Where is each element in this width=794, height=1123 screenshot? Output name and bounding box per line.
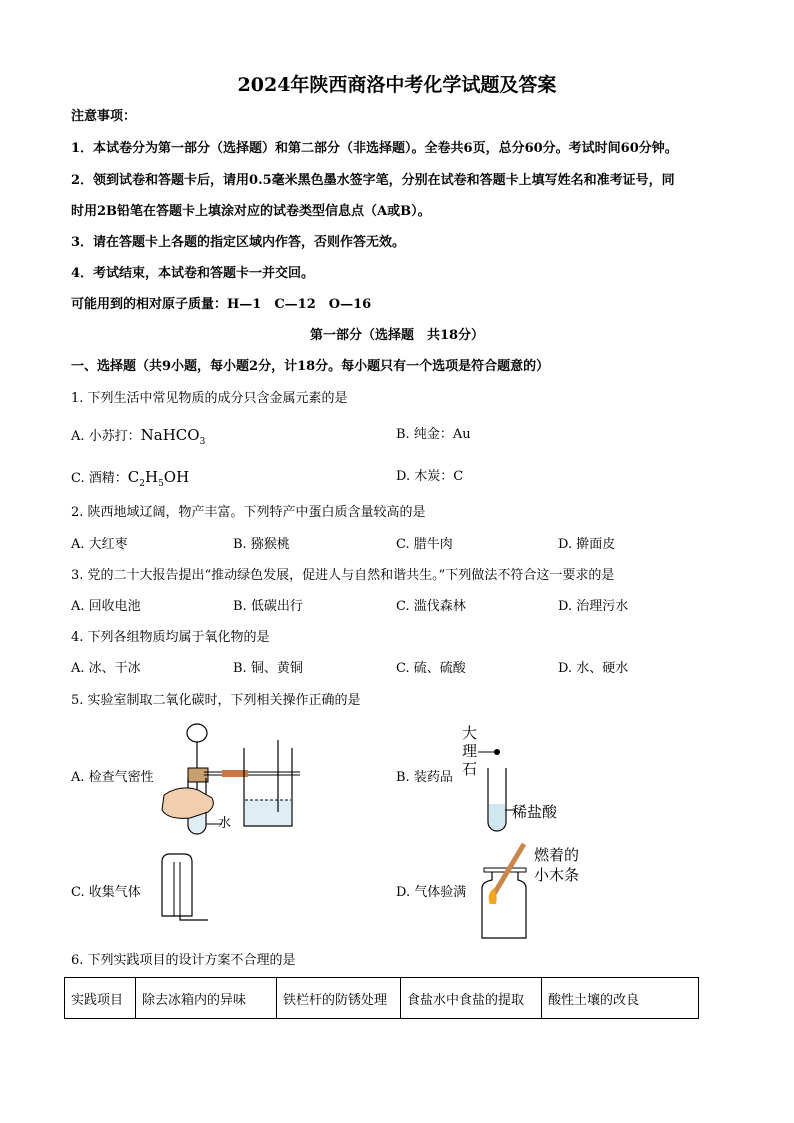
funnel-bulb (187, 724, 207, 742)
table-row (65, 978, 699, 1019)
stick-label-1: 燃着的 (534, 846, 580, 864)
table-cell: 铁栏杆的防锈处理 (277, 978, 401, 1019)
section1-heading: 一、选择题（共9小题，每小题2分，计18分。每小题只有一个选项是符合题意的） (71, 359, 550, 374)
table-cell: 除去冰箱内的异味 (136, 978, 277, 1019)
q2-option-a: A. 大红枣 (71, 537, 128, 552)
q1-option-d: D. 木炭：C (396, 469, 464, 484)
q3-option-a: A. 回收电池 (71, 599, 141, 614)
q1-option-a (71, 426, 205, 451)
q1-formula-c: $C_2H_5OH$ (127, 468, 190, 489)
marble-label-2: 理 (462, 742, 478, 760)
q1-option-a-label: A. 小苏打： (71, 429, 141, 444)
q1-option-b: B. 纯金：Au (396, 427, 471, 442)
water-label: 水 (218, 816, 232, 831)
gas-bottle (162, 854, 192, 916)
acid-label: 稀盐酸 (512, 803, 558, 821)
gas-collection-figure (150, 852, 210, 924)
q4-option-a: A. 冰、干冰 (71, 661, 141, 676)
q4-option-b: B. 铜、黄铜 (233, 661, 303, 676)
q5-option-a: A. 检查气密性 (71, 770, 154, 785)
atomic-mass-line: 可能用到的相对原子质量：H—1 C—12 O—16 (71, 297, 372, 312)
q4-stem: 4. 下列各组物质均属于氧化物的是 (71, 630, 270, 645)
table-cell: 实践项目 (65, 978, 136, 1019)
notice-item-2: 2．领到试卷和答题卡后，请用0.5毫米黑色墨水签字笔，分别在试卷和答题卡上填写姓名和准考证号，同 (71, 173, 675, 188)
notice-item-2-cont: 时用2B铅笔在答题卡上填涂对应的试卷类型信息点（A或B）。 (71, 204, 431, 219)
notice-item-3: 3．请在答题卡上各题的指定区域内作答，否则作答无效。 (71, 235, 406, 250)
q1-option-c (71, 468, 189, 493)
q5-option-d: D. 气体验满 (396, 885, 467, 900)
table-cell: 酸性土壤的改良 (542, 978, 699, 1019)
q6-stem: 6. 下列实践项目的设计方案不合理的是 (71, 953, 296, 968)
stick-label-2: 小木条 (534, 866, 580, 884)
notice-item-4: 4．考试结束，本试卷和答题卡一并交回。 (71, 266, 315, 281)
q2-option-c: C. 腊牛肉 (396, 537, 453, 552)
acid-liquid (489, 804, 505, 830)
page-title: 2024年陕西商洛中考化学试题及答案 (237, 74, 557, 96)
marble-label-1: 大 (462, 724, 478, 742)
q1-option-c-label: C. 酒精： (71, 471, 128, 486)
part1-heading: 第一部分（选择题 共18分） (309, 328, 485, 343)
q4-option-d: D. 水、硬水 (558, 661, 629, 676)
marble-label-3: 石 (462, 760, 478, 778)
q3-option-d: D. 治理污水 (558, 599, 629, 614)
q2-option-d: D. 擀面皮 (558, 537, 616, 552)
q3-option-c: C. 滥伐森林 (396, 599, 466, 614)
q2-stem: 2. 陕西地域辽阔，物产丰富。下列特产中蛋白质含量较高的是 (71, 505, 426, 520)
practice-table (64, 977, 699, 1019)
q4-option-c: C. 硫、硫酸 (396, 661, 466, 676)
marble-piece (494, 749, 500, 755)
notice-heading: 注意事项： (71, 109, 137, 124)
table-cell: 食盐水中食盐的提取 (401, 978, 542, 1019)
beaker-water (245, 800, 291, 825)
q2-option-b: B. 猕猴桃 (233, 537, 290, 552)
q5-option-c: C. 收集气体 (71, 885, 141, 900)
q3-stem: 3. 党的二十大报告提出“推动绿色发展，促进人与自然和谐共生。”下列做法不符合这一要求的是 (71, 568, 615, 583)
q5-option-b: B. 装药品 (396, 770, 453, 785)
beaker (238, 740, 298, 832)
inner-tube (174, 862, 180, 916)
q1-formula-a: NaHCO$_3$ (140, 426, 206, 447)
q5-stem: 5. 实验室制取二氧化碳时，下列相关操作正确的是 (71, 693, 361, 708)
q3-option-b: B. 低碳出行 (233, 599, 303, 614)
q1-stem: 1. 下列生活中常见物质的成分只含金属元素的是 (71, 391, 348, 406)
notice-item-1: 1．本试卷分为第一部分（选择题）和第二部分（非选择题）。全卷共6页，总分60分。考试时间60分钟。 (71, 141, 678, 156)
